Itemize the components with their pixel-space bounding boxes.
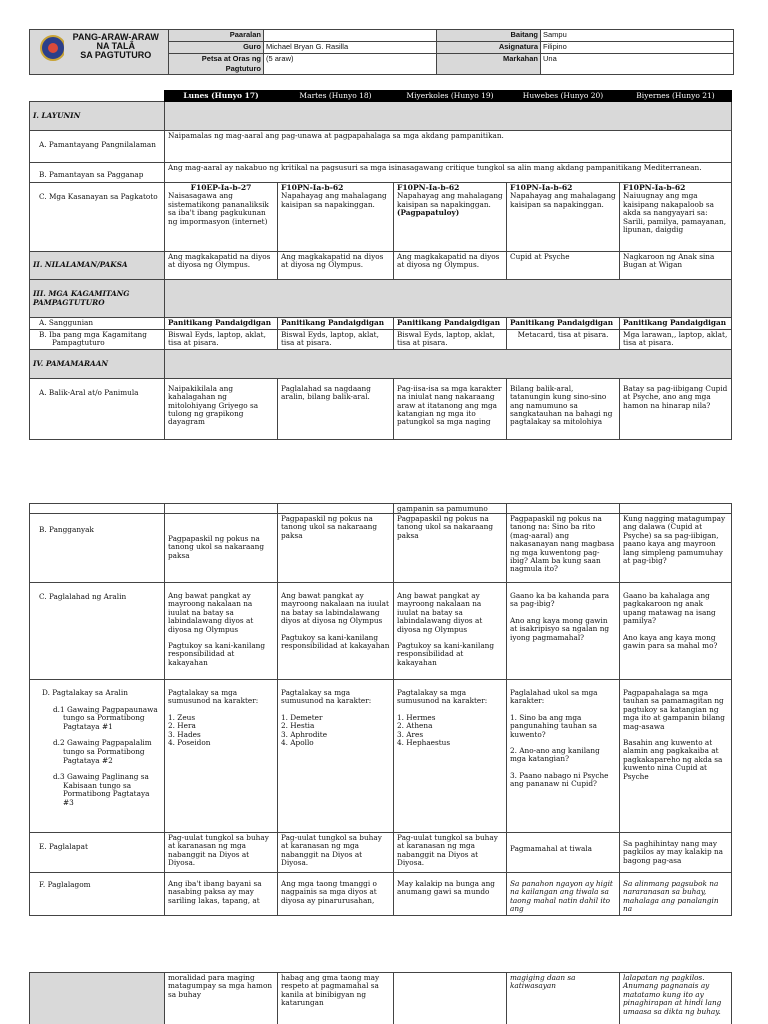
day-wednesday: Miyerkoles (Hunyo 19) bbox=[394, 91, 507, 102]
title-line-1: PANG-ARAW-ARAW bbox=[72, 32, 159, 42]
title-line-3: SA PAGTUTURO bbox=[80, 50, 152, 60]
lesson-table-page-3 bbox=[29, 972, 732, 1024]
paaralan-label: Paaralan bbox=[169, 30, 264, 42]
petsa-label: Petsa at Oras ng Pagtuturo bbox=[169, 54, 264, 75]
day-tuesday: Martes (Hunyo 18) bbox=[278, 91, 394, 102]
balik-aral-row bbox=[30, 378, 732, 439]
paglalagom-continued-cell bbox=[394, 973, 507, 1024]
kagamitan-cell: Biswal Eyds, laptop, aklat, tisa at pisara. bbox=[394, 329, 507, 349]
character-item: 3. Ares bbox=[397, 729, 424, 739]
character-item: 2. Hestia bbox=[281, 721, 315, 731]
paglalagom-continued-row bbox=[30, 973, 732, 1024]
sanggunian-label: A. Sanggunian bbox=[30, 318, 165, 330]
paglalahad-p1: Ang bawat pangkat ay mayroong nakalaan na iuulat na batay sa labindalawang diyos at diyosa ng Olympus bbox=[168, 591, 254, 634]
competency-code: F10PN-Ia-b-62 bbox=[623, 183, 686, 192]
kagamitan-cell: Biswal Eyds, laptop, aklat, tisa at pisara. bbox=[278, 329, 394, 349]
pangganyak-cell: Pagpapaskil ng pokus na tanong na: Sino ba rito (mag-aaral) ang nakasanayan nang magbasa ng mga kuwentong pag-ibig? Alam ba kung saan nagmula ito? bbox=[507, 514, 620, 583]
page-title bbox=[64, 30, 169, 75]
deped-seal-icon bbox=[40, 35, 64, 61]
pamamaraan-shade bbox=[165, 349, 732, 378]
sanggunian-cell: Panitikang Pandaigdigan bbox=[620, 318, 732, 330]
sanggunian-cell: Panitikang Pandaigdigan bbox=[165, 318, 278, 330]
paglalapat-row bbox=[30, 833, 732, 873]
guro-label: Guro bbox=[169, 42, 264, 54]
question-item: 2. Ano-ano ang kanilang mga katangian? bbox=[510, 746, 600, 764]
pagtalakay-intro: Pagtalakay sa mga sumusunod na karakter: bbox=[397, 688, 488, 706]
nilalaman-row bbox=[30, 252, 732, 280]
lesson-table-page-2 bbox=[29, 503, 732, 916]
continued-blank bbox=[30, 504, 165, 514]
pagtalakay-cell bbox=[165, 680, 278, 833]
day-friday: Biyernes (Hunyo 21) bbox=[620, 91, 732, 102]
kagamitan-shade bbox=[165, 280, 732, 318]
paglalagom-cell: Sa alinmang pagsubok na nararanasan sa buhay, mahalaga ang panalangin na bbox=[620, 873, 732, 916]
paglalahad-p2: Ano kaya ang kaya mong gawin para sa mahal mo? bbox=[623, 632, 718, 651]
character-item: 1. Demeter bbox=[281, 712, 323, 722]
paglalahad-p1: Ang bawat pangkat ay mayroong nakalaan na iuulat na batay sa labindalawang diyos at diyosa ng Olympus bbox=[281, 591, 389, 626]
paglalagom-continued-cell: magiging daan sa katiwasayan bbox=[507, 973, 620, 1024]
nilalaman-cell: Ang magkakapatid na diyos at diyosa ng Olympus. bbox=[278, 252, 394, 280]
petsa-value: (5 araw) bbox=[264, 54, 437, 75]
pangganyak-label: B. Pangganyak bbox=[30, 514, 165, 583]
competency-code: F10PN-Ia-b-62 bbox=[397, 183, 460, 192]
question-item: 1. Sino ba ang mga pangunahing tauhan sa kuwento? bbox=[510, 712, 598, 739]
character-item: 1. Zeus bbox=[168, 712, 196, 722]
competency-text: Napahayag ang mahalagang kaisipan sa napakinggan. bbox=[397, 191, 503, 209]
paglalahad-row bbox=[30, 583, 732, 680]
character-item: 3. Hades bbox=[168, 729, 201, 739]
pamantayang-pangnilalaman-row bbox=[30, 131, 732, 163]
sanggunian-row bbox=[30, 318, 732, 330]
kasanayan-cell bbox=[620, 183, 732, 252]
competency-code: F10EP-Ia-b-27 bbox=[190, 183, 252, 192]
competency-text: Napahayag ang mahalagang kaisipan sa napakinggan. bbox=[281, 191, 387, 209]
paglalahad-p1: Gaano ba kahalaga ang pagkakaroon ng anak upang matawag na isang pamilya? bbox=[623, 591, 716, 626]
paglalagom-cell: Ang iba't ibang bayani sa nasabing paksa ay may sariling lakas, tapang, at bbox=[165, 873, 278, 916]
nilalaman-cell: Ang magkakapatid na diyos at diyosa ng Olympus. bbox=[165, 252, 278, 280]
pamantayan-pagganap-row bbox=[30, 163, 732, 183]
lesson-table-page-1 bbox=[29, 90, 732, 440]
asignatura-value: Filipino bbox=[541, 42, 734, 54]
paglalagom-continued-cell: moralidad para maging matagumpay sa mga hamon sa buhay bbox=[165, 973, 278, 1024]
pagtalakay-cell bbox=[394, 680, 507, 833]
paglalahad-p1: Ang bawat pangkat ay mayroong nakalaan na iuulat na batay sa labindalawang diyos at diyosa ng Olympus bbox=[397, 591, 483, 634]
pamantayan-pagganap-text: Ang mag-aaral ay nakabuo ng kritikal na pagsusuri sa mga isinasagawang critique tungkol sa alin mang akdang pampanitikang Mediterranean. bbox=[165, 163, 732, 183]
character-item: 4. Hephaestus bbox=[397, 738, 451, 748]
paglalahad-label: C. Paglalahad ng Aralin bbox=[30, 583, 165, 680]
question-item: 3. Paano nabago ni Psyche ang pananaw ni Cupid? bbox=[510, 770, 609, 789]
pagtalakay-sub-2: d.2 Gawaing Pagpapalalim tungo sa Pormatibong Pagtataya #2 bbox=[53, 738, 152, 765]
competency-text: Naisasagawa ang sistematikong pananaliksik sa iba't ibang pagkukunan ng impormasyon (internet) bbox=[168, 191, 269, 226]
pagtalakay-intro: Pagtalakay sa mga sumusunod na karakter: bbox=[168, 688, 259, 706]
header-table bbox=[29, 29, 734, 75]
nilalaman-cell: Cupid at Psyche bbox=[507, 252, 620, 280]
markahan-value: Una bbox=[541, 54, 734, 75]
balik-aral-continued-row bbox=[30, 504, 732, 514]
guro-value: Michael Bryan G. Rasilla bbox=[264, 42, 437, 54]
baitang-value: Sampu bbox=[541, 30, 734, 42]
paglalahad-cell bbox=[620, 583, 732, 680]
pangganyak-cell: Kung nagging matagumpay ang dalawa (Cupid at Psyche) sa sa pag-iibigan, paano kaya ang mayroon lang simpleng pamumuhay at pag-ibig? bbox=[620, 514, 732, 583]
iba-pang-kagamitan-row bbox=[30, 329, 732, 349]
kagamitan-cell: Biswal Eyds, laptop, aklat, tisa at pisara. bbox=[165, 329, 278, 349]
markahan-label: Markahan bbox=[437, 54, 541, 75]
day-thursday: Huwebes (Hunyo 20) bbox=[507, 91, 620, 102]
kagamitan-title: III. MGA KAGAMITANG PAMPAGTUTURO bbox=[30, 280, 165, 318]
pagtalakay-label: D. Pagtalakay sa Aralin bbox=[42, 688, 128, 697]
sanggunian-cell: Panitikang Pandaigdigan bbox=[507, 318, 620, 330]
paglalahad-p2: Pagtukoy sa kani-kanilang responsibilidad at kakayahan bbox=[397, 641, 495, 667]
kagamitan-row bbox=[30, 280, 732, 318]
day-monday: Lunes (Hunyo 17) bbox=[165, 91, 278, 102]
pagtalakay-cell bbox=[278, 680, 394, 833]
paglalapat-label: E. Paglalapat bbox=[30, 833, 165, 873]
kasanayan-label: C. Mga Kasanayan sa Pagkatoto bbox=[30, 183, 165, 252]
paglalahad-p2: Ano ang kaya mong gawin at isakripisyo sa ngalan ng iyong pagmamahal? bbox=[510, 615, 610, 642]
pamamaraan-title: IV. PAMAMARAAN bbox=[30, 349, 165, 378]
character-item: 3. Aphrodite bbox=[281, 729, 328, 739]
competency-code: F10PN-Ia-b-62 bbox=[281, 183, 344, 192]
balik-aral-cell: Batay sa pag-iibigang Cupid at Psyche, ano ang mga hamon na hinarap nila? bbox=[620, 378, 732, 439]
title-line-2: NA TALÂ bbox=[96, 41, 135, 51]
kasanayan-cell bbox=[278, 183, 394, 252]
kasanayan-cell bbox=[394, 183, 507, 252]
pamantayang-pangnilalaman-text: Naipamalas ng mag-aaral ang pag-unawa at pagpapahalaga sa mga akdang pampanitikan. bbox=[165, 131, 732, 163]
pangganyak-cell: Pagpapaskil ng pokus na tanong ukol sa nakaraang paksa bbox=[278, 514, 394, 583]
paglalagom-continued-cell: lalapatan ng pagkilos. Anumang pagnanais ay matatamo kung ito ay pinaghirapan at hindi lang umaasa sa dikta ng buhay. bbox=[620, 973, 732, 1024]
pagtalakay-activity: Basahin ang kuwento at alamin ang pagkakaiba at pagkakapareho ng akda sa kuwento nina Cupid at Psyche bbox=[623, 738, 723, 781]
nilalaman-cell: Ang magkakapatid na diyos at diyosa ng Olympus. bbox=[394, 252, 507, 280]
asignatura-label: Asignatura bbox=[437, 42, 541, 54]
paglalagom-cell: Ang mga taong tmanggi o nagpainis sa mga diyos at diyosa ay pinarurusahan, bbox=[278, 873, 394, 916]
paglalagom-label: F. Paglalagom bbox=[30, 873, 165, 916]
paglalapat-cell: Pagmamahal at tiwala bbox=[507, 833, 620, 873]
paglalagom-continued-label bbox=[30, 973, 165, 1024]
paglalahad-cell bbox=[507, 583, 620, 680]
baitang-label: Baitang bbox=[437, 30, 541, 42]
balik-aral-cell: Pag-iisa-isa sa mga karakter na iniulat nang nakaraang araw at itatanong ang mga katangian ng mga ito patungkol sa mga naging bbox=[394, 378, 507, 439]
pamamaraan-row bbox=[30, 349, 732, 378]
paglalagom-row bbox=[30, 873, 732, 916]
layunin-row bbox=[30, 102, 732, 131]
paglalagom-cell: May kalakip na bunga ang anumang gawi sa mundo bbox=[394, 873, 507, 916]
nilalaman-cell: Nagkaroon ng Anak sina Bugan at Wigan bbox=[620, 252, 732, 280]
competency-code: F10PN-Ia-b-62 bbox=[510, 183, 573, 192]
days-corner bbox=[30, 91, 165, 102]
kasanayan-cell bbox=[165, 183, 278, 252]
sanggunian-cell: Panitikang Pandaigdigan bbox=[278, 318, 394, 330]
paglalahad-p2: Pagtukoy sa kani-kanilang responsibilidad at kakayahan bbox=[168, 641, 266, 667]
days-header-row bbox=[30, 91, 732, 102]
sanggunian-cell: Panitikang Pandaigdigan bbox=[394, 318, 507, 330]
balik-aral-cell: Bilang balik-aral, tatanungin kung sino-sino ang namumuno sa sangkatauhan na bahagi ng pagtalakay sa mitolohiya bbox=[507, 378, 620, 439]
paglalapat-cell: Pag-uulat tungkol sa buhay at karanasan ng mga nabanggit na Diyos at Diyosa. bbox=[278, 833, 394, 873]
paglalahad-cell bbox=[278, 583, 394, 680]
paglalapat-cell: Pag-uulat tungkol sa buhay at karanasan ng mga nabanggit na Diyos at Diyosa. bbox=[394, 833, 507, 873]
pagtalakay-intro: Paglalahad ukol sa mga karakter: bbox=[510, 688, 598, 706]
continued-blank bbox=[278, 504, 394, 514]
nilalaman-title: II. NILALAMAN/PAKSA bbox=[30, 252, 165, 280]
pamantayan-pagganap-label: B. Pamantayan sa Pagganap bbox=[30, 163, 165, 183]
paaralan-value bbox=[264, 30, 437, 42]
continued-blank bbox=[620, 504, 732, 514]
kagamitan-cell: Mga larawan,, laptop, aklat, tisa at pisara. bbox=[620, 329, 732, 349]
character-item: 4. Poseidon bbox=[168, 738, 211, 748]
balik-aral-cell: Paglalahad sa nagdaang aralin, bilang balik-aral. bbox=[278, 378, 394, 439]
character-item: 1. Hermes bbox=[397, 712, 436, 722]
pamantayang-pangnilalaman-label: A. Pamantayang Pangnilalaman bbox=[30, 131, 165, 163]
iba-pang-kagamitan-label: B. Iba pang mga Kagamitang Pampagtuturo bbox=[30, 329, 165, 349]
character-item: 2. Athena bbox=[397, 721, 433, 731]
paglalagom-continued-cell: habag ang gma taong may respeto at pagmamahal sa kanila at binibigyan ng katarungan bbox=[278, 973, 394, 1024]
paglalahad-cell bbox=[165, 583, 278, 680]
paglalagom-cell: Sa panahon ngayon ay higit na kailangan ang tiwala sa taong mahal natin dahil ito ang bbox=[507, 873, 620, 916]
balik-aral-continued-text: gampanin sa pamumuno bbox=[394, 504, 507, 514]
kasanayan-row bbox=[30, 183, 732, 252]
pagtalakay-row bbox=[30, 680, 732, 833]
layunin-shade bbox=[165, 102, 732, 131]
pagtalakay-sub-3: d.3 Gawaing Paglinang sa Kabisaan tungo sa Pormatibong Pagtataya #3 bbox=[53, 772, 150, 807]
pagtalakay-cell bbox=[507, 680, 620, 833]
competency-text: Napahayag ang mahalagang kaisipan sa napakinggan. bbox=[510, 191, 616, 209]
kasanayan-cell bbox=[507, 183, 620, 252]
continued-blank bbox=[165, 504, 278, 514]
pagtalakay-sub-1: d.1 Gawaing Pagpapaunawa tungo sa Pormatibong Pagtataya #1 bbox=[53, 704, 158, 731]
continued-blank bbox=[507, 504, 620, 514]
pangganyak-cell: Pagpapaskil ng pokus na tanong ukol sa nakaraang paksa bbox=[394, 514, 507, 583]
layunin-title: I. LAYUNIN bbox=[30, 102, 165, 131]
paglalahad-p1: Gaano ka ba kahanda para sa pag-ibig? bbox=[510, 591, 610, 609]
paglalahad-p2: Pagtukoy sa kani-kanilang responsibilidad at kakayahan bbox=[281, 632, 390, 651]
pagtalakay-label-cell bbox=[30, 680, 165, 833]
competency-extra: (Pagpapatuloy) bbox=[397, 208, 460, 218]
pagtalakay-intro: Pagpapahalaga sa mga tauhan sa pamamagitan ng pagtukoy sa katangian ng mga ito at gampanin bilang mag-asawa bbox=[623, 688, 725, 731]
paglalapat-cell: Sa paghihintay nang may pagkilos ay may kalakip na bagong pag-asa bbox=[620, 833, 732, 873]
character-item: 4. Apollo bbox=[281, 738, 314, 748]
pangganyak-row bbox=[30, 514, 732, 583]
balik-aral-cell: Naipakikilala ang kahalagahan ng mitolohiyang Griyego sa tulong ng grapikong dayagram bbox=[165, 378, 278, 439]
logo-cell bbox=[30, 30, 64, 75]
paglalapat-cell: Pag-uulat tungkol sa buhay at karanasan ng mga nabanggit na Diyos at Diyosa. bbox=[165, 833, 278, 873]
kagamitan-cell: Metacard, tisa at pisara. bbox=[507, 329, 620, 349]
pagtalakay-intro: Pagtalakay sa mga sumusunod na karakter: bbox=[281, 688, 372, 706]
paglalahad-cell bbox=[394, 583, 507, 680]
pangganyak-cell: Pagpapaskil ng pokus na tanong ukol sa nakaraang paksa bbox=[165, 514, 278, 583]
character-item: 2. Hera bbox=[168, 721, 196, 731]
competency-text: Naiuugnay ang mga kaisipang nakapaloob sa akda sa nangyayari sa: Sarili, pamilya, pamayanan, lipunan, daigdig bbox=[623, 191, 727, 235]
balik-aral-label: A. Balik-Aral at/o Panimula bbox=[30, 378, 165, 439]
pagtalakay-cell bbox=[620, 680, 732, 833]
